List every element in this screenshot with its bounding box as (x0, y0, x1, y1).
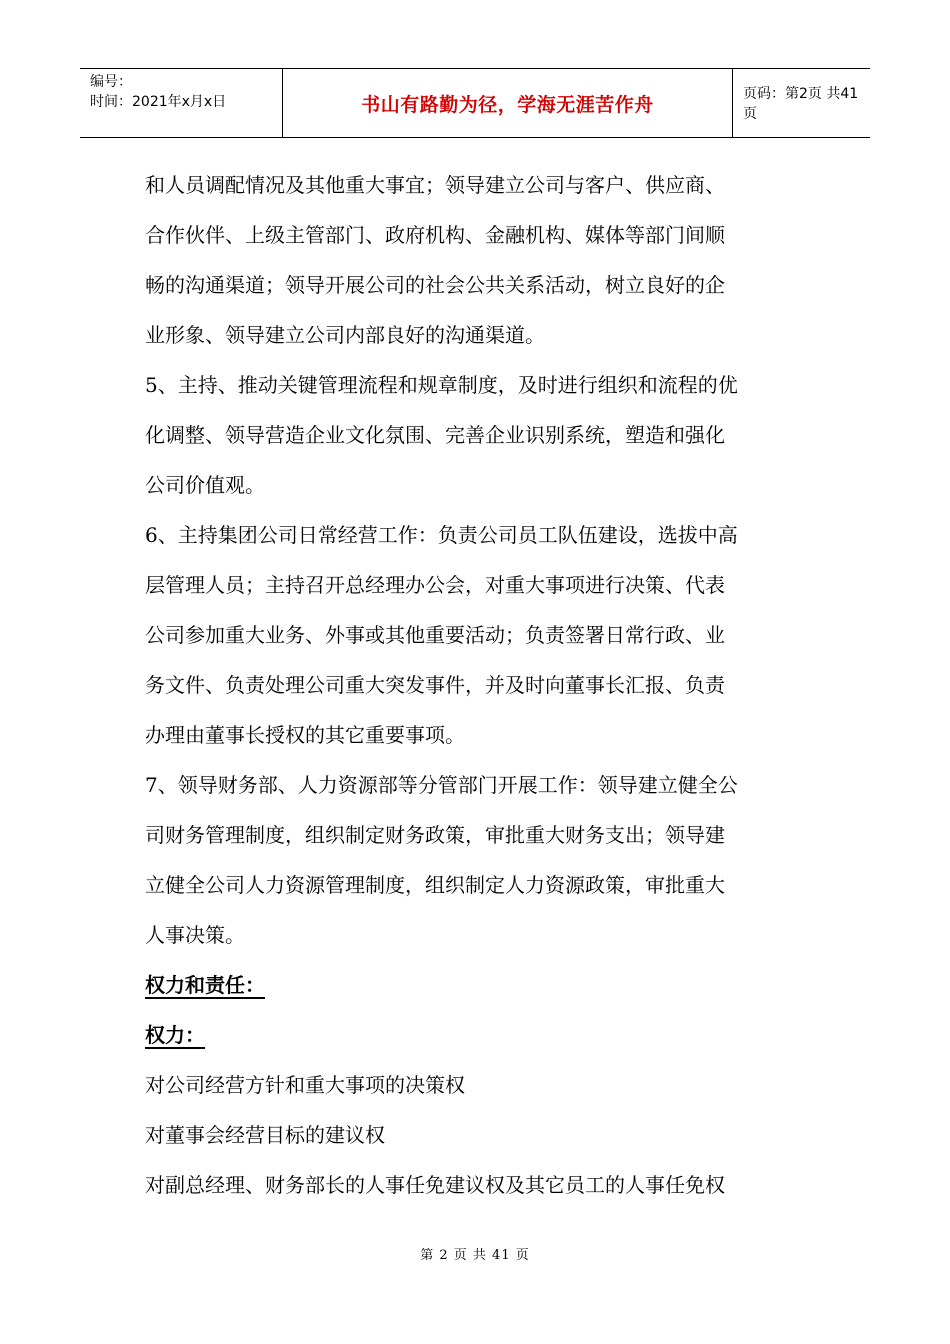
body-line: 7、领导财务部、人力资源部等分管部门开展工作：领导建立健全公 (145, 773, 738, 797)
body-line: 合作伙伴、上级主管部门、政府机构、金融机构、媒体等部门间顺 (145, 223, 725, 247)
rights-item: 对副总经理、财务部长的人事任免建议权及其它员工的人事任免权 (145, 1173, 725, 1197)
rights-item: 对公司经营方针和重大事项的决策权 (145, 1073, 465, 1097)
header-meta (80, 69, 282, 137)
body-line: 5、主持、推动关键管理流程和规章制度，及时进行组织和流程的优 (145, 373, 738, 397)
body-line: 立健全公司人力资源管理制度，组织制定人力资源政策，审批重大 (145, 873, 725, 897)
document-body (145, 160, 810, 1210)
header-page-number: 页码：第2页 共41页 (743, 86, 859, 122)
section-heading-rights-responsibilities: 权力和责任： (145, 973, 265, 997)
body-line: 人事决策。 (145, 923, 245, 947)
body-line: 化调整、领导营造企业文化氛围、完善企业识别系统，塑造和强化 (145, 423, 725, 447)
page-header (80, 68, 870, 138)
body-line: 务文件、负责处理公司重大突发事件，并及时向董事长汇报、负责 (145, 673, 725, 697)
body-line: 畅的沟通渠道；领导开展公司的社会公共关系活动，树立良好的企 (145, 273, 725, 297)
body-line: 公司参加重大业务、外事或其他重要活动；负责签署日常行政、业 (145, 623, 725, 647)
body-line: 和人员调配情况及其他重大事宜；领导建立公司与客户、供应商、 (145, 173, 725, 197)
rights-item: 对董事会经营目标的建议权 (145, 1123, 385, 1147)
body-line: 办理由董事长授权的其它重要事项。 (145, 723, 465, 747)
body-line: 公司价值观。 (145, 473, 265, 497)
page-footer: 第 2 页 共 41 页 (420, 1248, 530, 1263)
header-page-cell (733, 69, 870, 137)
header-motto-cell (282, 69, 733, 137)
body-line: 司财务管理制度，组织制定财务政策，审批重大财务支出；领导建 (145, 823, 725, 847)
body-line: 业形象、领导建立公司内部良好的沟通渠道。 (145, 323, 545, 347)
section-heading-rights: 权力： (145, 1023, 205, 1047)
body-line: 层管理人员；主持召开总经理办公会，对重大事项进行决策、代表 (145, 573, 725, 597)
document-number-label: 编号： (90, 74, 132, 90)
body-line: 6、主持集团公司日常经营工作：负责公司员工队伍建设，选拔中高 (145, 523, 738, 547)
document-date: 时间：2021年x月x日 (90, 94, 227, 110)
motto: 书山有路勤为径，学海无涯苦作舟 (361, 93, 654, 116)
